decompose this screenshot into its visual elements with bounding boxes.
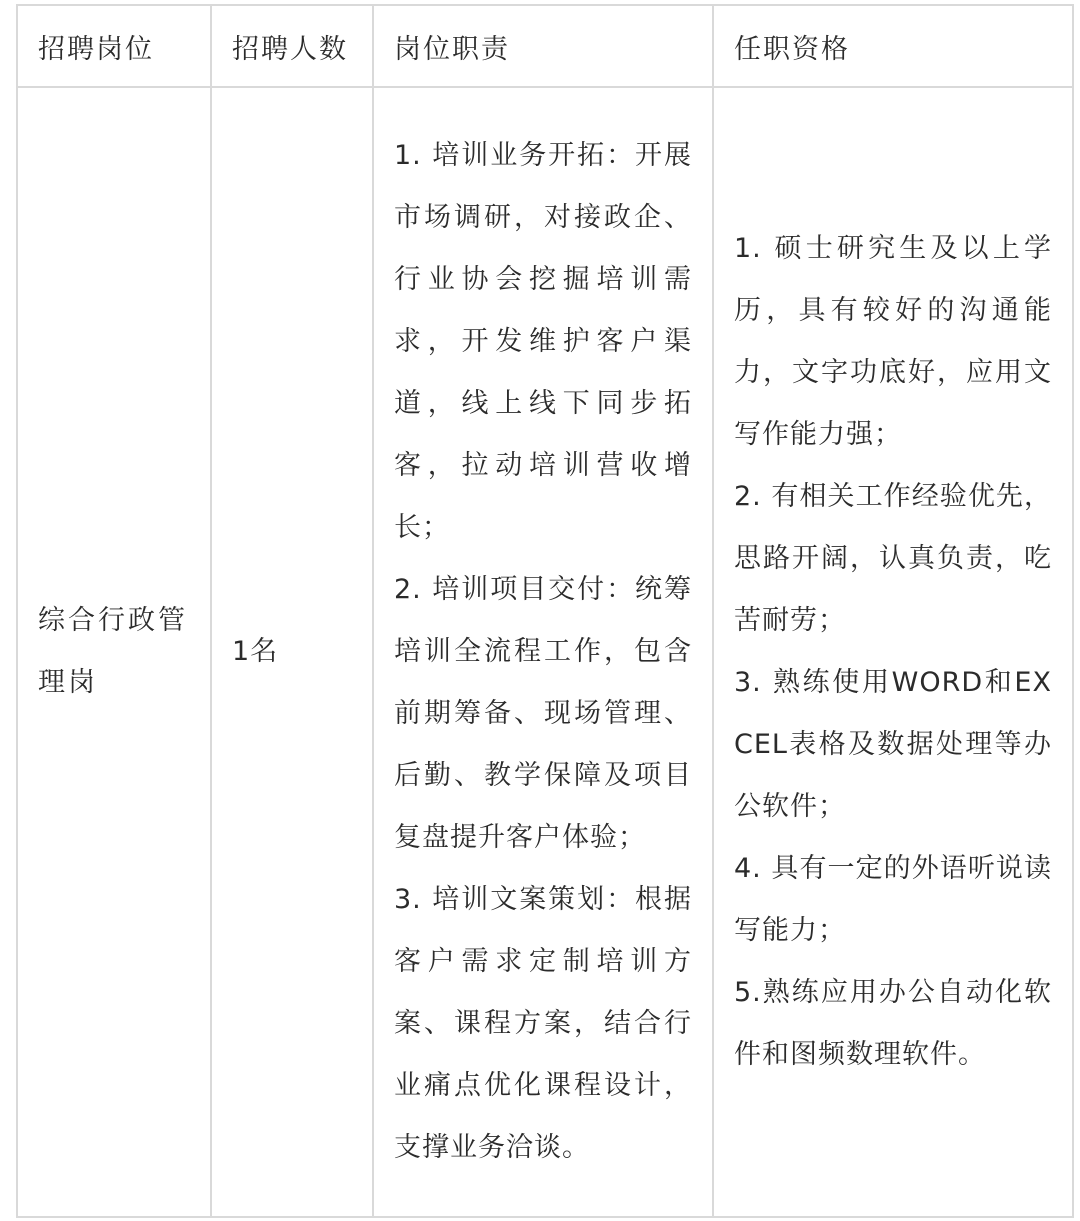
position-name: 综合行政管理岗 (38, 605, 188, 698)
count-cell (211, 87, 373, 1217)
header-count: 招聘人数 (211, 5, 373, 87)
qualification-item: 4. 具有一定的外语听说读写能力； (734, 853, 1052, 946)
recruitment-table (16, 4, 1074, 1218)
qualification-item: 2. 有相关工作经验优先，思路开阔，认真负责，吃苦耐劳； (734, 481, 1052, 636)
qualifications-list (734, 218, 1052, 1086)
header-qualifications: 任职资格 (713, 5, 1073, 87)
table-row (17, 87, 1073, 1217)
header-position: 招聘岗位 (17, 5, 211, 87)
qualifications-cell (713, 87, 1073, 1217)
duty-item: 2. 培训项目交付：统筹培训全流程工作，包含前期筹备、现场管理、后勤、教学保障及项目复盘提升客户体验； (394, 574, 692, 853)
duty-item: 3. 培训文案策划：根据客户需求定制培训方案、课程方案，结合行业痛点优化课程设计，支撑业务洽谈。 (394, 884, 692, 1163)
header-duties: 岗位职责 (373, 5, 713, 87)
position-cell (17, 87, 211, 1217)
duty-item: 1. 培训业务开拓：开展市场调研，对接政企、行业协会挖掘培训需求，开发维护客户渠道，线上线下同步拓客，拉动培训营收增长； (394, 140, 692, 543)
qualification-item: 5.熟练应用办公自动化软件和图频数理软件。 (734, 977, 1052, 1070)
duties-list (394, 125, 692, 1179)
table-header-row (17, 5, 1073, 87)
qualification-item: 3. 熟练使用WORD和EXCEL表格及数据处理等办公软件； (734, 667, 1052, 822)
recruitment-table-container (16, 4, 1072, 1218)
qualification-item: 1. 硕士研究生及以上学历，具有较好的沟通能力，文字功底好，应用文写作能力强； (734, 233, 1052, 450)
headcount: 1名 (232, 636, 279, 667)
duties-cell (373, 87, 713, 1217)
